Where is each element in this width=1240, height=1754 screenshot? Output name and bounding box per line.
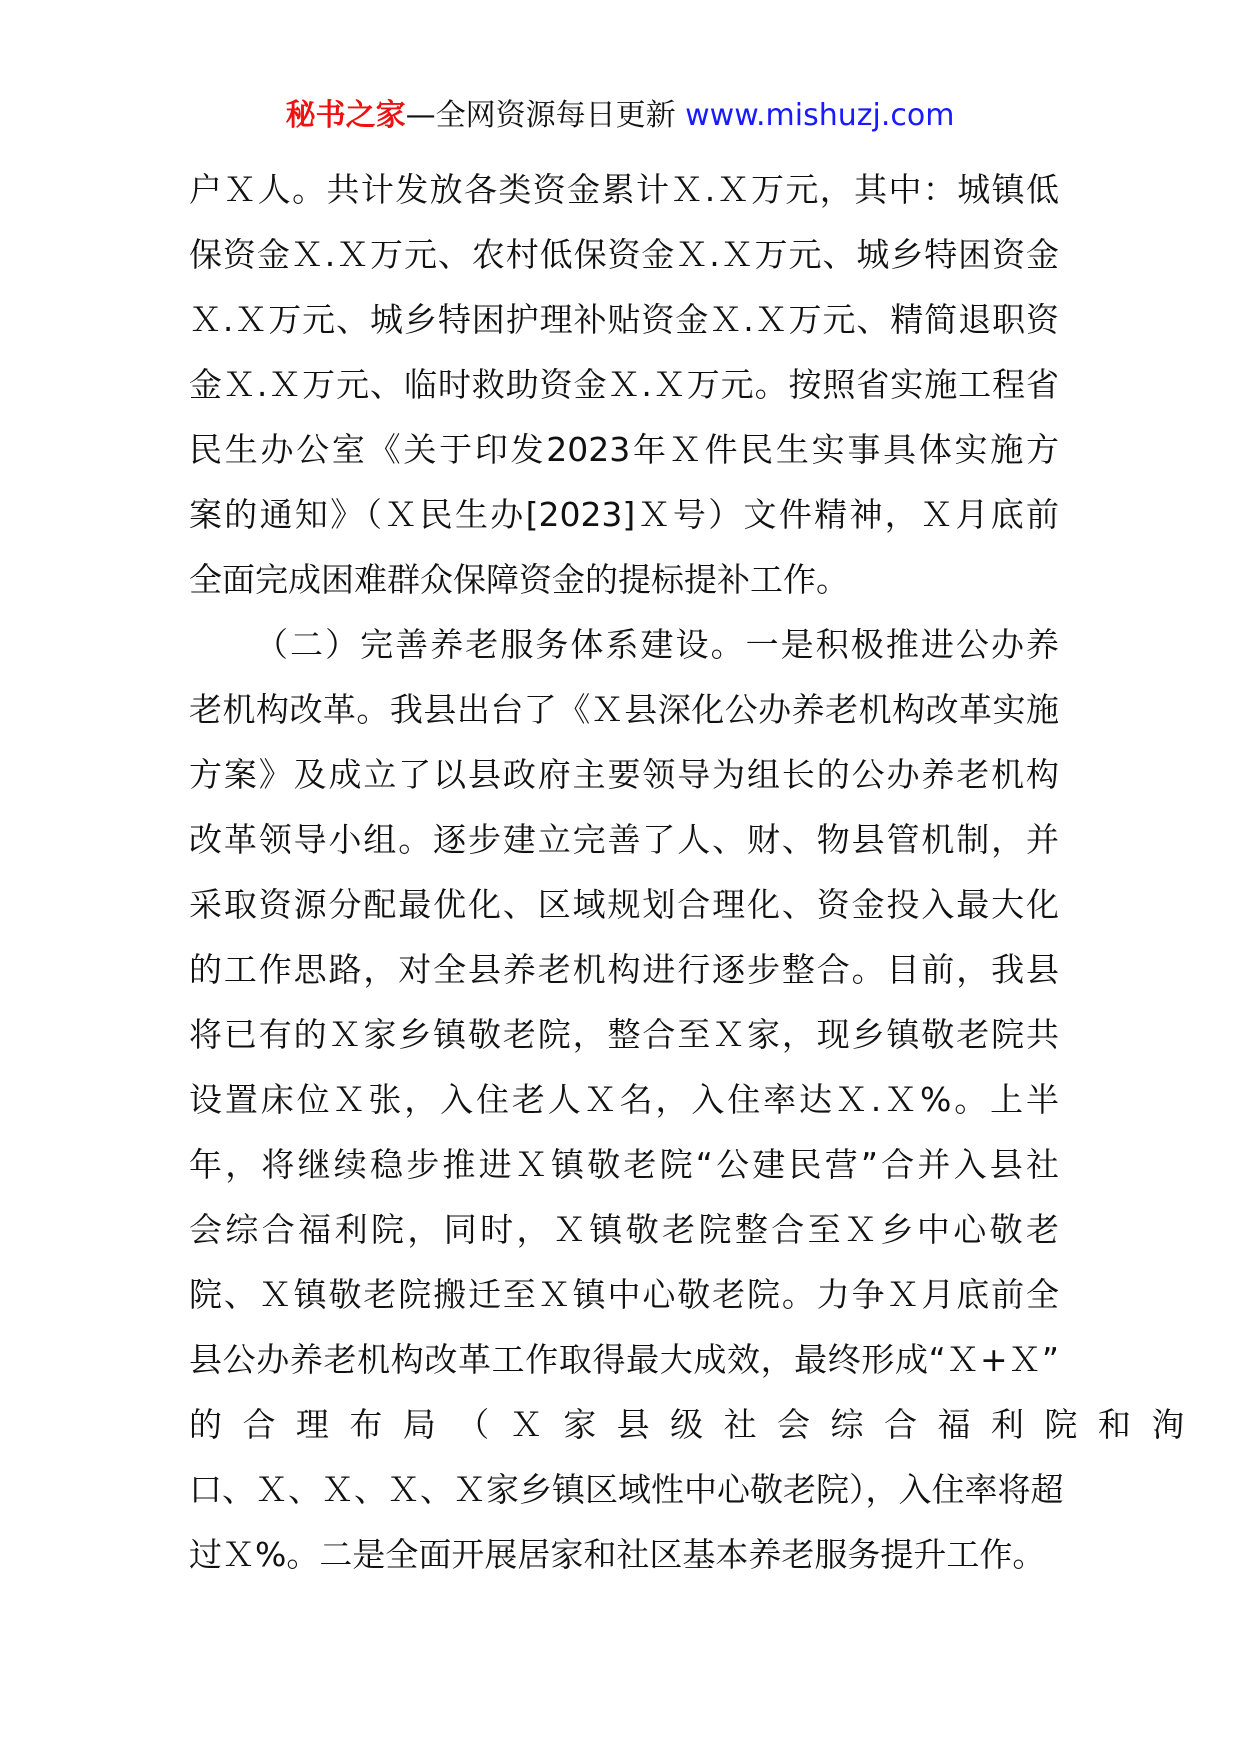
text-line: 老机构改革。我县出台了《Ｘ县深化公办养老机构改革实施 bbox=[189, 690, 1059, 729]
document-body bbox=[189, 157, 1205, 1587]
text-line: 方案》及成立了以县政府主要领导为组长的公办养老机构 bbox=[189, 755, 1059, 794]
text-line: 户Ｘ人。共计发放各类资金累计Ｘ.Ｘ万元，其中：城镇低 bbox=[189, 170, 1059, 209]
text-line: Ｘ.Ｘ万元、城乡特困护理补贴资金Ｘ.Ｘ万元、精简退职资 bbox=[189, 300, 1059, 339]
text-line: 院、Ｘ镇敬老院搬迁至Ｘ镇中心敬老院。力争Ｘ月底前全 bbox=[189, 1275, 1059, 1314]
text-line: 改革领导小组。逐步建立完善了人、财、物县管机制，并 bbox=[189, 820, 1059, 859]
text-line: 年，将继续稳步推进Ｘ镇敬老院“公建民营”合并入县社 bbox=[189, 1145, 1059, 1184]
header-tagline: —全网资源每日更新 bbox=[405, 98, 686, 133]
text-line: 保资金Ｘ.Ｘ万元、农村低保资金Ｘ.Ｘ万元、城乡特困资金 bbox=[189, 235, 1059, 274]
text-line: 全面完成困难群众保障资金的提标提补工作。 bbox=[189, 560, 849, 599]
text-line: 采取资源分配最优化、区域规划合理化、资金投入最大化 bbox=[189, 885, 1059, 924]
text-line: 案的通知》（Ｘ民生办[2023]Ｘ号）文件精神，Ｘ月底前 bbox=[189, 495, 1059, 534]
text-line: 将已有的Ｘ家乡镇敬老院，整合至Ｘ家，现乡镇敬老院共 bbox=[189, 1015, 1059, 1054]
paragraph-start-line: （二）完善养老服务体系建设。一是积极推进公办养 bbox=[255, 625, 1059, 664]
text-line: 金Ｘ.Ｘ万元、临时救助资金Ｘ.Ｘ万元。按照省实施工程省 bbox=[189, 365, 1059, 404]
text-line: 设置床位Ｘ张，入住老人Ｘ名，入住率达Ｘ.Ｘ%。上半 bbox=[189, 1080, 1059, 1119]
page-header bbox=[0, 96, 1240, 136]
site-brand: 秘书之家 bbox=[285, 98, 406, 133]
text-line: 过Ｘ%。二是全面开展居家和社区基本养老服务提升工作。 bbox=[189, 1535, 1046, 1574]
text-line: 的合理布局（Ｘ家县级社会综合福利院和洵 bbox=[189, 1405, 1205, 1444]
site-url-link[interactable]: www.mishuzj.com bbox=[685, 98, 955, 133]
text-line: 民生办公室《关于印发2023年Ｘ件民生实事具体实施方 bbox=[189, 430, 1059, 469]
text-line: 口、Ｘ、Ｘ、Ｘ、Ｘ家乡镇区域性中心敬老院），入住率将超 bbox=[189, 1470, 1064, 1509]
text-line: 的工作思路，对全县养老机构进行逐步整合。目前，我县 bbox=[189, 950, 1059, 989]
text-line: 县公办养老机构改革工作取得最大成效，最终形成“Ｘ+Ｘ” bbox=[189, 1340, 1059, 1379]
text-line: 会综合福利院，同时，Ｘ镇敬老院整合至Ｘ乡中心敬老 bbox=[189, 1210, 1059, 1249]
